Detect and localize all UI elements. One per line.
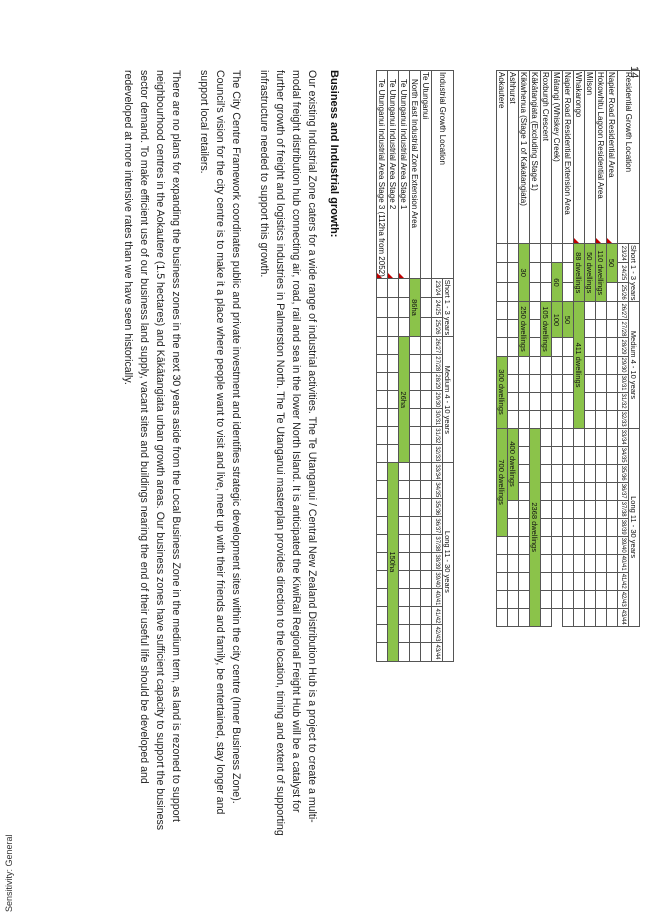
row-location: Te Utunganui Industrial Area Stage 2 xyxy=(388,71,399,279)
bar-label: 86ha xyxy=(410,278,421,336)
residential-location-header: Residential Growth Location xyxy=(618,71,640,244)
table-row xyxy=(530,71,541,627)
row-location: Napier Road Residential Extension Area xyxy=(563,71,574,244)
year-header: 25/26 xyxy=(618,282,629,301)
paragraph-city-centre: The City Centre Framework coordinates public and private investment and identifies strategic development sites within the city centre (Inner Business Zone). Council's vision for the city centre is to make it a place where people want to visit and live, meet up with their friends and family, be entertained, stay longer and support local retailers. xyxy=(198,70,242,815)
row-location: Aokautere xyxy=(497,71,508,244)
row-location: Milson xyxy=(585,71,596,244)
year-header: 26/27 xyxy=(618,302,629,320)
bar-label: 2368 dwellings xyxy=(530,428,541,626)
industrial-short-period: Short 1 - 3 years xyxy=(443,279,453,336)
table-row xyxy=(421,71,432,662)
bar-label: 150ha xyxy=(388,463,399,661)
year-header: 37/38 xyxy=(618,500,629,518)
year-header: 32/33 xyxy=(618,410,629,428)
row-location: Ashhurst xyxy=(508,71,519,244)
row-location: Mātangi (Whiskey Creek) xyxy=(552,71,563,244)
year-header: 40/41 xyxy=(618,554,629,572)
year-header: 23/24 xyxy=(618,244,629,263)
table-row xyxy=(574,71,585,627)
page-content xyxy=(80,70,640,900)
row-location: North East Industrial Zone Extension Area xyxy=(410,71,421,279)
year-header: 38/39 xyxy=(618,518,629,536)
year-header: 31/32 xyxy=(618,392,629,410)
year-header: 32/33 xyxy=(432,445,443,463)
table-row xyxy=(399,71,410,662)
row-location: Te Utunganui Industrial Area Stage 3 (112ha from 2052) xyxy=(377,71,388,279)
year-header: 37/38 xyxy=(432,535,443,553)
section-heading: Business and Industrial growth: xyxy=(328,70,340,238)
year-header: 43/44 xyxy=(618,608,629,626)
year-header: 42/43 xyxy=(432,625,443,643)
year-header: 41/42 xyxy=(432,607,443,625)
bar-label: 411 dwellings xyxy=(574,302,585,428)
year-header: 29/30 xyxy=(618,356,629,374)
table-row xyxy=(519,71,530,627)
industrial-growth-table xyxy=(376,70,454,662)
residential-short-period: Short 1 - 3 years xyxy=(629,245,639,301)
paragraph-industrial: Our existing Industrial Zone caters for a wide range of industrial activities. The Te Utanganui / Central New Zealand Distribution Hub is a project to create a multi-modal freight distribution hub connecting air, road, rail and sea in the lower North Island. It is anticipated the KiwiRail Regional Freight Hub will be a catalyst for further growth of freight and logistics industries in Palmerston North. The Te Utanganui masterplan provides direction to the location, timing and extent of supporting infrastructure needed to support this growth. xyxy=(258,70,318,836)
residential-growth-table xyxy=(496,70,640,627)
year-header: 23/24 xyxy=(432,278,443,297)
row-location: Kākātangiata (Excluding Stage 1) xyxy=(530,71,541,244)
industrial-long-period: Long 11 - 30 years xyxy=(443,463,454,661)
bar-label: 100 xyxy=(552,302,563,338)
bar-label: 30 xyxy=(519,244,530,302)
year-header: 35/36 xyxy=(432,499,443,517)
row-location: Napier Road Residential Area xyxy=(607,71,618,244)
row-location: Kikiwhenua (Stage 1 of Kakatangiata) xyxy=(519,71,530,244)
year-header: 43/44 xyxy=(432,643,443,661)
year-header: 27/28 xyxy=(432,355,443,373)
table-row xyxy=(596,71,607,627)
year-header: 34/35 xyxy=(432,481,443,499)
bar-label: 105 dwellings xyxy=(541,302,552,356)
row-location: Whakarongo xyxy=(574,71,585,244)
year-header: 34/35 xyxy=(618,446,629,464)
year-header: 28/29 xyxy=(432,373,443,391)
year-header: 35/36 xyxy=(618,464,629,482)
row-location: Roxburgh Crescent xyxy=(541,71,552,244)
industrial-location-header: Industrial Growth Location xyxy=(432,71,454,279)
year-header: 36/37 xyxy=(618,482,629,500)
year-header: 30/31 xyxy=(432,409,443,427)
bar-label: 50 xyxy=(563,302,574,338)
bar-label: 50 dwellings xyxy=(585,244,596,302)
year-header: 24/25 xyxy=(432,298,443,317)
table-row xyxy=(585,71,596,627)
bar-label: 60 xyxy=(552,263,563,302)
year-header: 24/25 xyxy=(618,263,629,282)
year-header: 26/27 xyxy=(432,337,443,355)
table-row xyxy=(607,71,618,627)
residential-period-row xyxy=(629,71,640,627)
bar-label: 26ha xyxy=(399,337,410,463)
year-header: 30/31 xyxy=(618,374,629,392)
sensitivity-label: Sensitivity: General xyxy=(4,834,14,912)
table-row xyxy=(388,71,399,662)
page-number: 14 xyxy=(628,66,640,79)
year-header: 27/28 xyxy=(618,320,629,338)
year-header: 39/40 xyxy=(432,571,443,589)
row-location: Hokowhitu Lagoon Residential Area xyxy=(596,71,607,244)
bar-label: 110 dwellings xyxy=(596,244,607,302)
year-header: 25/26 xyxy=(432,317,443,336)
bar-label: 50 xyxy=(607,244,618,283)
paragraph-business-zones: There are no plans for expanding the business zones in the next 30 years aside from the Local Business Zone in the medium term, as land is rezoned to support neighbourhood centres in the Aokautere (1.5 hectares) and Kākātangiata urban growth areas. Our business zones have sufficient capacity to support the business sector demand. To make efficient use of our business land supply, vacant sites and buildings nearing the end of their useful life should be developed and redeveloped at more intensive rates than we have seen historically. xyxy=(122,70,182,831)
bar-label: 88 dwellings xyxy=(574,244,585,302)
bar-label: 700 dwellings xyxy=(497,428,508,536)
row-location: Te Utunganui Industrial Area Stage 1 xyxy=(399,71,410,279)
year-header: 29/30 xyxy=(432,391,443,409)
table-row xyxy=(377,71,388,662)
year-header: 33/34 xyxy=(618,428,629,446)
bar-label: 400 dwellings xyxy=(508,428,519,500)
table-row xyxy=(552,71,563,627)
row-location: Te Utunganui xyxy=(421,71,432,279)
table-row xyxy=(410,71,421,662)
industrial-period-row xyxy=(443,71,454,662)
bar-label: 300 dwellings xyxy=(497,356,508,428)
table-row xyxy=(563,71,574,627)
year-header: 31/32 xyxy=(432,427,443,445)
year-header: 40/41 xyxy=(432,589,443,607)
year-header: 38/39 xyxy=(432,553,443,571)
table-row xyxy=(497,71,508,627)
year-header: 39/40 xyxy=(618,536,629,554)
year-header: 41/42 xyxy=(618,572,629,590)
residential-medium-period: Medium 4 - 10 years xyxy=(629,302,640,428)
year-header: 36/37 xyxy=(432,517,443,535)
table-row xyxy=(541,71,552,627)
industrial-medium-period: Medium 4 - 10 years xyxy=(443,337,454,463)
residential-long-period: Long 11 - 30 years xyxy=(629,428,640,626)
bar-label: 250 dwellings xyxy=(519,302,530,356)
table-row xyxy=(508,71,519,627)
year-header: 33/34 xyxy=(432,463,443,481)
year-header: 28/29 xyxy=(618,338,629,356)
year-header: 42/43 xyxy=(618,590,629,608)
